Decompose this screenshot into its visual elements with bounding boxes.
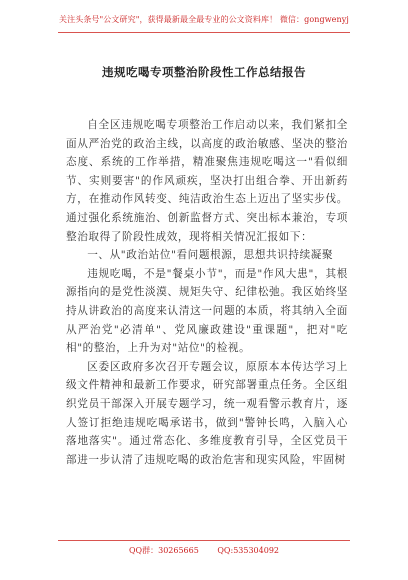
footer-qq-group: QQ群：30265665: [128, 546, 199, 555]
document-title: 违规吃喝专项整治阶段性工作总结报告: [102, 65, 306, 79]
page-footer: [0, 540, 408, 580]
header-banner: 关注头条号"公文研究"，获得最新最全最专业的公文资料库！ 微信：gongwenyj: [59, 15, 349, 24]
footer-divider: [58, 540, 350, 541]
footer-qq: QQ:535304092: [217, 546, 279, 555]
header-divider: [58, 32, 350, 33]
paragraph-intro: 自全区违规吃喝专项整治工作启动以来，我们紧扣全面从严治党的政治主线，以高度的政治敏感、坚决的整治态度、系统的工作举措，精准聚焦违规吃喝这一"看似细节、实则要害"的作风顽疾，坚决打出组合拳、开出新药方，在推动作风转变、纯洁政治生态上迈出了坚实步伐。通过强化系统施治、创新监督方式、突出标本兼治，专项整治取得了阶段性成效，现将相关情况汇报如下：: [66, 119, 348, 243]
page-header: [0, 0, 408, 44]
footer-contact: [0, 545, 408, 556]
paragraph-root-cause: 违规吃喝，不是"餐桌小节"，而是"作风大患"，其根源指向的是党性淡漠、规矩失守、纪律松弛。我区始终坚持从讲政治的高度来认清这一问题的本质，将其纳入全面从严治党"必清单"、党风廉政建设"重课题"，把对"吃相"的整治，上升为对"站位"的检视。: [66, 267, 348, 355]
document-body: [66, 116, 348, 469]
section-heading-1: 一、从"政治站位"看问题根源，思想共识持续凝聚: [87, 249, 334, 262]
paragraph-meetings: 区委区政府多次召开专题会议，原原本本传达学习上级文件精神和最新工作要求，研究部署重点任务。全区组织党员干部深入开展专题学习，统一观看警示教育片，逐人签订拒绝违规吃喝承诺书，做到"警钟长鸣，入脑入心落地落实"。通过常态化、多维度教育引导，全区党员干部进一步认清了违规吃喝的政治危害和现实风险，牢固树: [66, 360, 348, 466]
